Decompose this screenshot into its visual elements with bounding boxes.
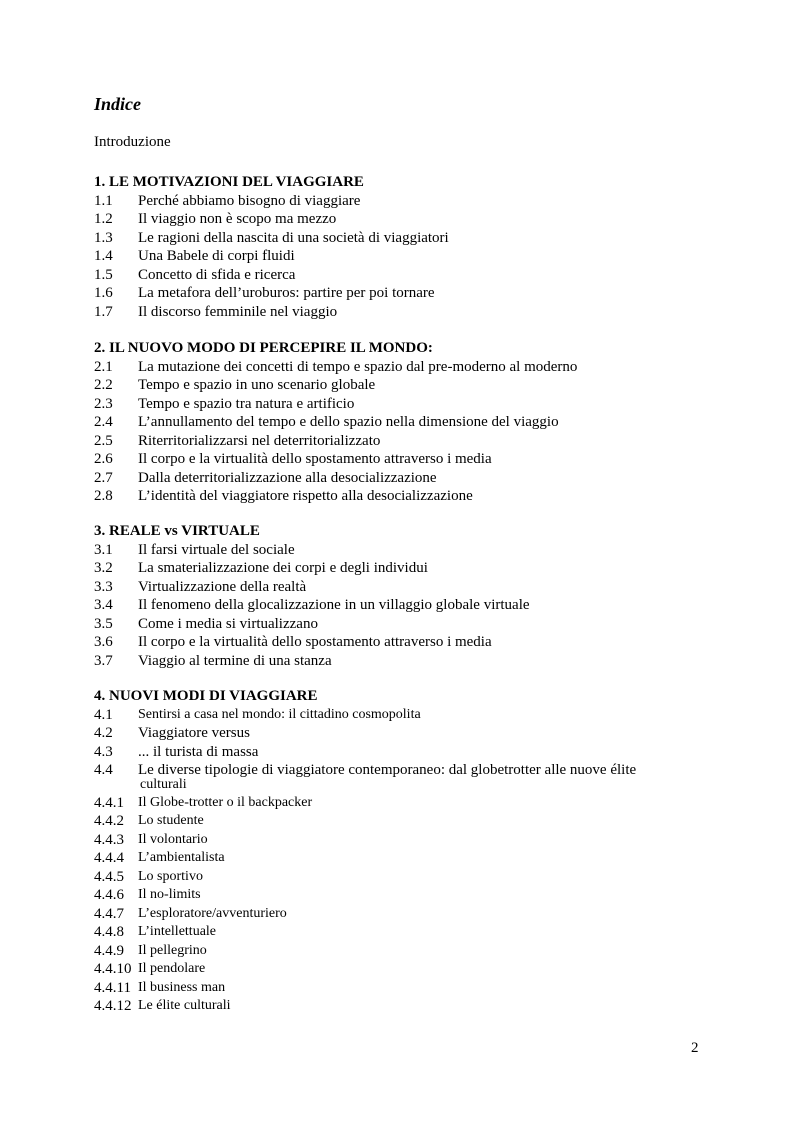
entry-number: 4.4.7 xyxy=(94,905,124,922)
entry-number: 2.8 xyxy=(94,488,113,504)
entry-title: Il fenomeno della glocalizzazione in un villaggio globale virtuale xyxy=(138,597,530,613)
index-title: Indice xyxy=(94,94,141,114)
entry-title: L’ambientalista xyxy=(138,850,225,865)
entry-title: Il pellegrino xyxy=(138,942,207,958)
toc-entry xyxy=(94,210,714,229)
entry-number: 4.4.3 xyxy=(94,831,124,848)
entry-number: 1.5 xyxy=(94,266,113,283)
toc-entry xyxy=(94,743,714,762)
entry-number: 4.4.12 xyxy=(94,998,132,1014)
entry-number: 4.4.11 xyxy=(94,979,131,996)
toc-entry xyxy=(94,724,714,743)
entry-title: Il viaggio non è scopo ma mezzo xyxy=(138,211,337,227)
toc-entry xyxy=(94,469,714,488)
toc-entry xyxy=(94,578,714,597)
entry-title: L’intellettuale xyxy=(138,924,217,939)
toc-entry xyxy=(94,596,714,615)
toc-entry xyxy=(94,886,714,905)
toc-entry xyxy=(94,761,714,780)
toc-entry-introduction: Introduzione xyxy=(94,134,171,150)
entry-title: Come i media si virtualizzano xyxy=(138,615,318,632)
toc-entry xyxy=(94,812,714,831)
entry-number: 4.4.10 xyxy=(94,961,132,977)
toc-section-2 xyxy=(94,339,714,506)
entry-title: ... il turista di massa xyxy=(138,743,259,760)
entry-title: La mutazione dei concetti di tempo e spazio dal pre-moderno al moderno xyxy=(138,358,578,375)
entry-number: 2.6 xyxy=(94,451,113,467)
toc-entry xyxy=(94,487,714,506)
entry-title: Riterritorializzarsi nel deterritorializzato xyxy=(138,432,381,449)
section-heading: 1. LE MOTIVAZIONI DEL VIAGGIARE xyxy=(94,174,364,190)
toc-entry xyxy=(94,979,714,998)
entry-title: Il pendolare xyxy=(138,961,206,976)
entry-number: 1.4 xyxy=(94,248,113,264)
entry-title: La smaterializzazione dei corpi e degli individui xyxy=(138,560,428,576)
toc-entry xyxy=(94,615,714,634)
entry-title: Il business man xyxy=(138,979,226,995)
entry-title: Viaggio al termine di una stanza xyxy=(138,652,332,669)
entry-title: Il farsi virtuale del sociale xyxy=(138,541,295,558)
toc-entry xyxy=(94,942,714,961)
toc-entry xyxy=(94,450,714,469)
entry-number: 2.5 xyxy=(94,432,113,449)
toc-entry xyxy=(94,303,714,322)
entry-title: Perché abbiamo bisogno di viaggiare xyxy=(138,192,361,209)
entry-number: 4.4.8 xyxy=(94,924,124,940)
toc-section-4 xyxy=(94,687,714,1016)
entry-title: Le ragioni della nascita di una società di viaggiatori xyxy=(138,229,449,246)
entry-title: Una Babele di corpi fluidi xyxy=(138,248,295,264)
toc-entry xyxy=(94,633,714,652)
entry-number: 4.4 xyxy=(94,762,113,778)
entry-number: 2.7 xyxy=(94,469,113,486)
toc-entry xyxy=(94,652,714,671)
entry-number: 4.4.6 xyxy=(94,887,124,903)
entry-title: Dalla deterritorializzazione alla desocializzazione xyxy=(138,469,437,486)
entry-number: 4.1 xyxy=(94,706,113,723)
toc-entry xyxy=(94,284,714,303)
toc-entry xyxy=(94,229,714,248)
toc-entry xyxy=(94,997,714,1016)
entry-title: Il discorso femminile nel viaggio xyxy=(138,303,338,320)
entry-title: Il corpo e la virtualità dello spostamento attraverso i media xyxy=(138,634,492,650)
entry-number: 3.5 xyxy=(94,615,113,632)
entry-title-continuation: culturali xyxy=(140,776,187,792)
toc-entry xyxy=(94,794,714,813)
entry-title: L’identità del viaggiatore rispetto alla desocializzazione xyxy=(138,488,473,504)
toc-entry xyxy=(94,706,714,725)
entry-number: 2.2 xyxy=(94,377,113,393)
toc-entry xyxy=(94,849,714,868)
entry-number: 3.2 xyxy=(94,560,113,576)
toc-entry xyxy=(94,413,714,432)
entry-number: 4.4.1 xyxy=(94,794,124,811)
toc-entry xyxy=(94,559,714,578)
entry-title: Tempo e spazio tra natura e artificio xyxy=(138,395,355,412)
toc-entry xyxy=(94,247,714,266)
entry-number: 1.2 xyxy=(94,211,113,227)
entry-title: Virtualizzazione della realtà xyxy=(138,578,307,595)
entry-number: 1.3 xyxy=(94,229,113,246)
entry-title: Concetto di sfida e ricerca xyxy=(138,266,296,283)
entry-title: L’annullamento del tempo e dello spazio nella dimensione del viaggio xyxy=(138,414,559,430)
section-heading: 4. NUOVI MODI DI VIAGGIARE xyxy=(94,688,318,704)
entry-number: 4.4.2 xyxy=(94,813,124,829)
entry-number: 3.1 xyxy=(94,541,113,558)
toc-section-1 xyxy=(94,173,714,321)
toc-entry xyxy=(94,266,714,285)
entry-number: 4.4.9 xyxy=(94,942,124,959)
entry-title: Lo studente xyxy=(138,813,204,828)
entry-title: Tempo e spazio in uno scenario globale xyxy=(138,377,376,393)
entry-number: 1.1 xyxy=(94,192,113,209)
entry-title: Il corpo e la virtualità dello spostamento attraverso i media xyxy=(138,451,492,467)
entry-number: 3.3 xyxy=(94,578,113,595)
entry-title: L’esploratore/avventuriero xyxy=(138,905,287,921)
toc-entry xyxy=(94,358,714,377)
entry-number: 4.4.4 xyxy=(94,850,124,866)
section-heading: 2. IL NUOVO MODO DI PERCEPIRE IL MONDO: xyxy=(94,340,433,356)
toc-entry xyxy=(94,541,714,560)
entry-number: 2.3 xyxy=(94,395,113,412)
toc-entry xyxy=(94,905,714,924)
entry-number: 3.4 xyxy=(94,597,113,613)
toc-section-3 xyxy=(94,522,714,670)
entry-title: Il Globe-trotter o il backpacker xyxy=(138,794,313,810)
entry-number: 2.1 xyxy=(94,358,113,375)
entry-number: 4.2 xyxy=(94,725,113,741)
entry-number: 4.4.5 xyxy=(94,868,124,885)
entry-title: Il volontario xyxy=(138,831,208,847)
entry-title: Le élite culturali xyxy=(138,998,231,1013)
entry-title: La metafora dell’uroburos: partire per poi tornare xyxy=(138,285,435,301)
entry-title: Il no-limits xyxy=(138,887,201,902)
toc-entry xyxy=(94,192,714,211)
toc-entry xyxy=(94,395,714,414)
toc-entry xyxy=(94,960,714,979)
toc-entry xyxy=(94,868,714,887)
entry-title: Viaggiatore versus xyxy=(138,725,250,741)
entry-title: Lo sportivo xyxy=(138,868,203,884)
entry-number: 4.3 xyxy=(94,743,113,760)
section-heading: 3. REALE vs VIRTUALE xyxy=(94,523,260,539)
entry-number: 1.7 xyxy=(94,303,113,320)
entry-number: 1.6 xyxy=(94,285,113,301)
entry-title: Le diverse tipologie di viaggiatore contemporaneo: dal globetrotter alle nuove élite xyxy=(138,762,637,778)
toc-entry xyxy=(94,923,714,942)
toc-entry xyxy=(94,432,714,451)
page-number: 2 xyxy=(691,1040,699,1056)
toc-entry xyxy=(94,831,714,850)
toc-entry xyxy=(94,376,714,395)
entry-title: Sentirsi a casa nel mondo: il cittadino cosmopolita xyxy=(138,706,421,722)
entry-number: 2.4 xyxy=(94,414,113,430)
entry-number: 3.7 xyxy=(94,652,113,669)
entry-number: 3.6 xyxy=(94,634,113,650)
